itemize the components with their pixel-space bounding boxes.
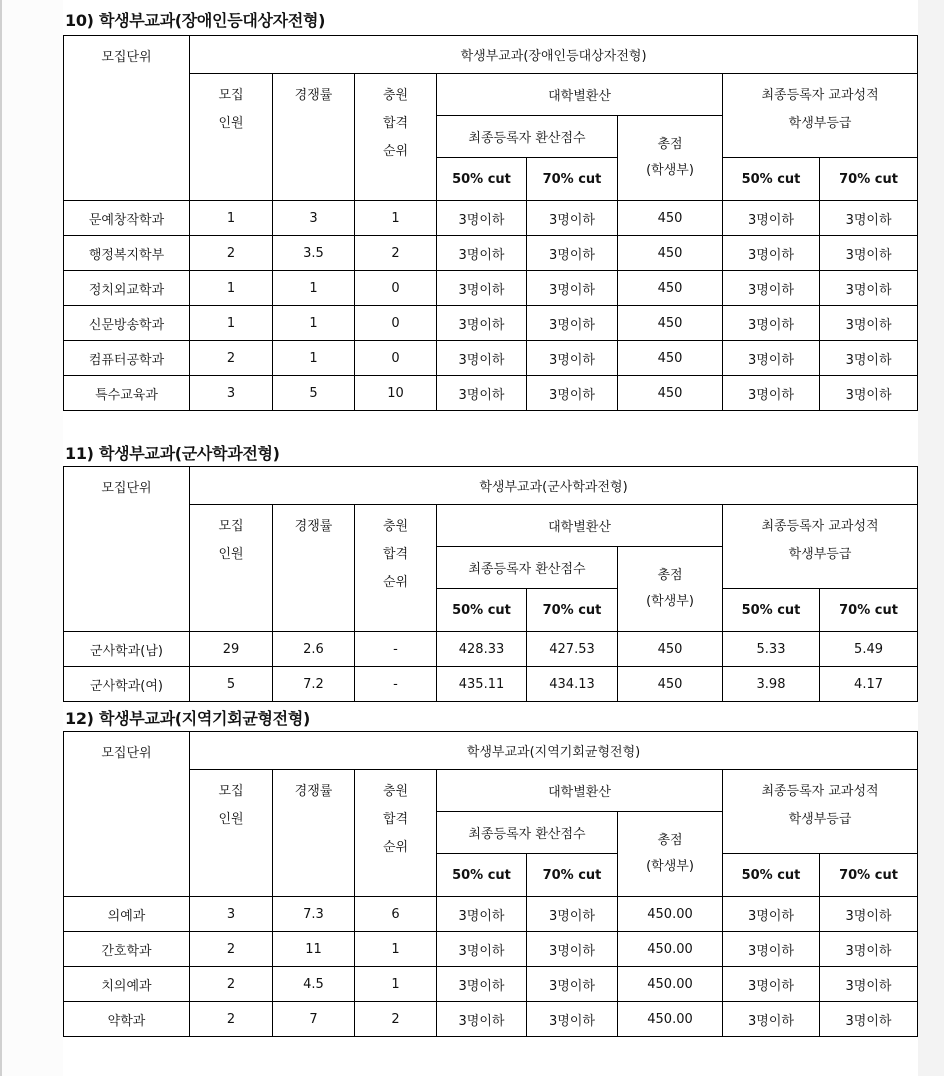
cell-grade70: 5.49 <box>820 632 918 667</box>
cell-total: 450.00 <box>618 932 723 967</box>
cell-unit: 치의예과 <box>64 967 190 1002</box>
header-quota <box>190 505 273 632</box>
scrollbar-track[interactable] <box>918 0 944 1076</box>
table-row <box>64 306 918 341</box>
cell-quota: 1 <box>190 306 273 341</box>
table-row <box>64 932 918 967</box>
cell-quota: 5 <box>190 667 273 702</box>
header-conversion: 대학별환산 <box>437 74 723 116</box>
cell-unit: 간호학과 <box>64 932 190 967</box>
header-grade-cut70: 70% cut <box>820 589 918 632</box>
header-line: 최종등록자 교과성적 <box>761 519 879 534</box>
cell-quota: 2 <box>190 967 273 1002</box>
header-line: 학생부등급 <box>788 116 852 131</box>
header-unit: 모집단위 <box>64 467 190 632</box>
cell-quota: 1 <box>190 271 273 306</box>
header-conversion: 대학별환산 <box>437 505 723 547</box>
cell-cut70: 427.53 <box>527 632 618 667</box>
cell-unit: 의예과 <box>64 897 190 932</box>
header-line: 순위 <box>382 840 409 855</box>
header-cut50: 50% cut <box>437 589 527 632</box>
header-line: 순위 <box>382 144 409 159</box>
header-final-score: 최종등록자 환산점수 <box>437 116 618 158</box>
cell-cut50: 3명이하 <box>437 271 527 306</box>
cell-grade70: 3명이하 <box>820 201 918 236</box>
header-ratio: 경쟁률 <box>273 74 355 201</box>
header-line: 충원 <box>382 519 409 534</box>
header-ratio: 경쟁률 <box>273 770 355 897</box>
cell-cut70: 3명이하 <box>527 967 618 1002</box>
cell-unit: 군사학과(남) <box>64 632 190 667</box>
header-quota <box>190 770 273 897</box>
header-cut50: 50% cut <box>437 854 527 897</box>
cell-total: 450 <box>618 667 723 702</box>
cell-ratio: 2.6 <box>273 632 355 667</box>
cell-grade50: 3명이하 <box>723 236 820 271</box>
header-cut50: 50% cut <box>437 158 527 201</box>
cell-total: 450.00 <box>618 897 723 932</box>
cell-ratio: 7.2 <box>273 667 355 702</box>
header-line: 충원 <box>382 88 409 103</box>
cell-rank: 1 <box>355 201 437 236</box>
header-line: 총점 <box>657 568 683 583</box>
cell-total: 450.00 <box>618 1002 723 1037</box>
cell-ratio: 7 <box>273 1002 355 1037</box>
cell-unit: 정치외교학과 <box>64 271 190 306</box>
header-total <box>618 547 723 632</box>
cell-quota: 3 <box>190 897 273 932</box>
cell-quota: 2 <box>190 1002 273 1037</box>
cell-grade70: 3명이하 <box>820 967 918 1002</box>
cell-ratio: 11 <box>273 932 355 967</box>
cell-unit: 군사학과(여) <box>64 667 190 702</box>
header-grade-cut50: 50% cut <box>723 158 820 201</box>
section-title: 11) 학생부교과(군사학과전형) <box>65 444 280 463</box>
header-grade <box>723 770 918 854</box>
table-row <box>64 201 918 236</box>
cell-ratio: 1 <box>273 306 355 341</box>
header-line: 총점 <box>657 833 683 848</box>
header-group: 학생부교과(군사학과전형) <box>190 467 918 505</box>
header-line: 최종등록자 교과성적 <box>761 88 879 103</box>
cell-quota: 2 <box>190 932 273 967</box>
table-row <box>64 271 918 306</box>
cell-total: 450.00 <box>618 967 723 1002</box>
header-grade <box>723 505 918 589</box>
window-left-border <box>0 0 2 1076</box>
header-group: 학생부교과(지역기회균형전형) <box>190 732 918 770</box>
cell-total: 450 <box>618 376 723 411</box>
header-line: 합격 <box>382 116 409 131</box>
header-grade-cut70: 70% cut <box>820 158 918 201</box>
cell-rank: 1 <box>355 967 437 1002</box>
table-row <box>64 236 918 271</box>
header-line: 인원 <box>218 116 244 131</box>
cell-rank: 0 <box>355 306 437 341</box>
table-row <box>64 632 918 667</box>
table-row <box>64 967 918 1002</box>
cell-quota: 29 <box>190 632 273 667</box>
document-page <box>63 0 918 1076</box>
header-group: 학생부교과(장애인등대상자전형) <box>190 36 918 74</box>
cell-cut50: 3명이하 <box>437 236 527 271</box>
admission-results-table <box>63 35 918 411</box>
header-total <box>618 812 723 897</box>
cell-quota: 3 <box>190 376 273 411</box>
cell-ratio: 4.5 <box>273 967 355 1002</box>
header-line: 인원 <box>218 812 244 827</box>
cell-grade50: 3명이하 <box>723 271 820 306</box>
cell-unit: 컴퓨터공학과 <box>64 341 190 376</box>
cell-cut70: 434.13 <box>527 667 618 702</box>
cell-rank: 2 <box>355 1002 437 1037</box>
cell-grade70: 3명이하 <box>820 897 918 932</box>
header-final-score: 최종등록자 환산점수 <box>437 812 618 854</box>
table-row <box>64 376 918 411</box>
cell-unit: 약학과 <box>64 1002 190 1037</box>
header-line: 모집 <box>218 784 244 799</box>
cell-ratio: 5 <box>273 376 355 411</box>
header-rank <box>355 74 437 201</box>
header-rank <box>355 770 437 897</box>
cell-cut50: 3명이하 <box>437 201 527 236</box>
cell-grade50: 3명이하 <box>723 967 820 1002</box>
header-line: 인원 <box>218 547 244 562</box>
cell-grade70: 3명이하 <box>820 271 918 306</box>
table-row <box>64 341 918 376</box>
header-unit: 모집단위 <box>64 732 190 897</box>
cell-ratio: 1 <box>273 341 355 376</box>
cell-unit: 행정복지학부 <box>64 236 190 271</box>
cell-grade70: 3명이하 <box>820 341 918 376</box>
cell-unit: 신문방송학과 <box>64 306 190 341</box>
header-cut70: 70% cut <box>527 589 618 632</box>
header-line: 최종등록자 교과성적 <box>761 784 879 799</box>
cell-cut50: 3명이하 <box>437 897 527 932</box>
cell-grade50: 3명이하 <box>723 1002 820 1037</box>
header-final-score: 최종등록자 환산점수 <box>437 547 618 589</box>
cell-rank: 10 <box>355 376 437 411</box>
header-total <box>618 116 723 201</box>
header-line: (학생부) <box>646 594 694 609</box>
admission-results-table <box>63 731 918 1037</box>
cell-grade70: 4.17 <box>820 667 918 702</box>
header-cut70: 70% cut <box>527 158 618 201</box>
cell-cut50: 3명이하 <box>437 341 527 376</box>
cell-cut50: 428.33 <box>437 632 527 667</box>
header-rank <box>355 505 437 632</box>
cell-grade70: 3명이하 <box>820 306 918 341</box>
header-ratio: 경쟁률 <box>273 505 355 632</box>
cell-rank: 6 <box>355 897 437 932</box>
header-conversion: 대학별환산 <box>437 770 723 812</box>
cell-grade70: 3명이하 <box>820 376 918 411</box>
cell-grade50: 3.98 <box>723 667 820 702</box>
header-line: 학생부등급 <box>788 547 852 562</box>
header-line: 합격 <box>382 812 409 827</box>
cell-rank: - <box>355 667 437 702</box>
header-line: 합격 <box>382 547 409 562</box>
cell-unit: 문예창작학과 <box>64 201 190 236</box>
cell-cut70: 3명이하 <box>527 306 618 341</box>
cell-cut70: 3명이하 <box>527 376 618 411</box>
header-grade-cut50: 50% cut <box>723 854 820 897</box>
cell-grade70: 3명이하 <box>820 1002 918 1037</box>
cell-quota: 2 <box>190 236 273 271</box>
header-grade-cut50: 50% cut <box>723 589 820 632</box>
header-grade <box>723 74 918 158</box>
header-unit: 모집단위 <box>64 36 190 201</box>
cell-cut50: 3명이하 <box>437 967 527 1002</box>
cell-grade50: 3명이하 <box>723 201 820 236</box>
cell-grade50: 5.33 <box>723 632 820 667</box>
header-line: (학생부) <box>646 163 694 178</box>
cell-grade50: 3명이하 <box>723 341 820 376</box>
header-cut70: 70% cut <box>527 854 618 897</box>
header-line: (학생부) <box>646 859 694 874</box>
cell-cut70: 3명이하 <box>527 271 618 306</box>
cell-unit: 특수교육과 <box>64 376 190 411</box>
cell-quota: 2 <box>190 341 273 376</box>
cell-grade50: 3명이하 <box>723 932 820 967</box>
cell-cut50: 435.11 <box>437 667 527 702</box>
cell-grade50: 3명이하 <box>723 306 820 341</box>
cell-cut50: 3명이하 <box>437 1002 527 1037</box>
cell-rank: 2 <box>355 236 437 271</box>
cell-grade50: 3명이하 <box>723 376 820 411</box>
cell-rank: 0 <box>355 341 437 376</box>
cell-rank: 0 <box>355 271 437 306</box>
cell-cut70: 3명이하 <box>527 897 618 932</box>
section-title: 10) 학생부교과(장애인등대상자전형) <box>65 11 326 30</box>
cell-grade70: 3명이하 <box>820 236 918 271</box>
table-row <box>64 667 918 702</box>
cell-cut50: 3명이하 <box>437 376 527 411</box>
cell-ratio: 3.5 <box>273 236 355 271</box>
cell-total: 450 <box>618 632 723 667</box>
table-row <box>64 897 918 932</box>
cell-cut70: 3명이하 <box>527 932 618 967</box>
header-quota <box>190 74 273 201</box>
header-line: 학생부등급 <box>788 812 852 827</box>
header-line: 모집 <box>218 519 244 534</box>
cell-total: 450 <box>618 306 723 341</box>
section-title: 12) 학생부교과(지역기회균형전형) <box>65 709 311 728</box>
cell-total: 450 <box>618 341 723 376</box>
cell-ratio: 3 <box>273 201 355 236</box>
cell-cut70: 3명이하 <box>527 341 618 376</box>
cell-total: 450 <box>618 236 723 271</box>
cell-rank: - <box>355 632 437 667</box>
header-line: 충원 <box>382 784 409 799</box>
cell-grade70: 3명이하 <box>820 932 918 967</box>
cell-cut50: 3명이하 <box>437 932 527 967</box>
header-line: 모집 <box>218 88 244 103</box>
cell-cut70: 3명이하 <box>527 201 618 236</box>
header-line: 순위 <box>382 575 409 590</box>
cell-cut50: 3명이하 <box>437 306 527 341</box>
table-row <box>64 1002 918 1037</box>
header-grade-cut70: 70% cut <box>820 854 918 897</box>
cell-total: 450 <box>618 201 723 236</box>
cell-ratio: 7.3 <box>273 897 355 932</box>
cell-cut70: 3명이하 <box>527 236 618 271</box>
cell-grade50: 3명이하 <box>723 897 820 932</box>
admission-results-table <box>63 466 918 702</box>
cell-cut70: 3명이하 <box>527 1002 618 1037</box>
cell-rank: 1 <box>355 932 437 967</box>
cell-quota: 1 <box>190 201 273 236</box>
cell-ratio: 1 <box>273 271 355 306</box>
header-line: 총점 <box>657 137 683 152</box>
cell-total: 450 <box>618 271 723 306</box>
